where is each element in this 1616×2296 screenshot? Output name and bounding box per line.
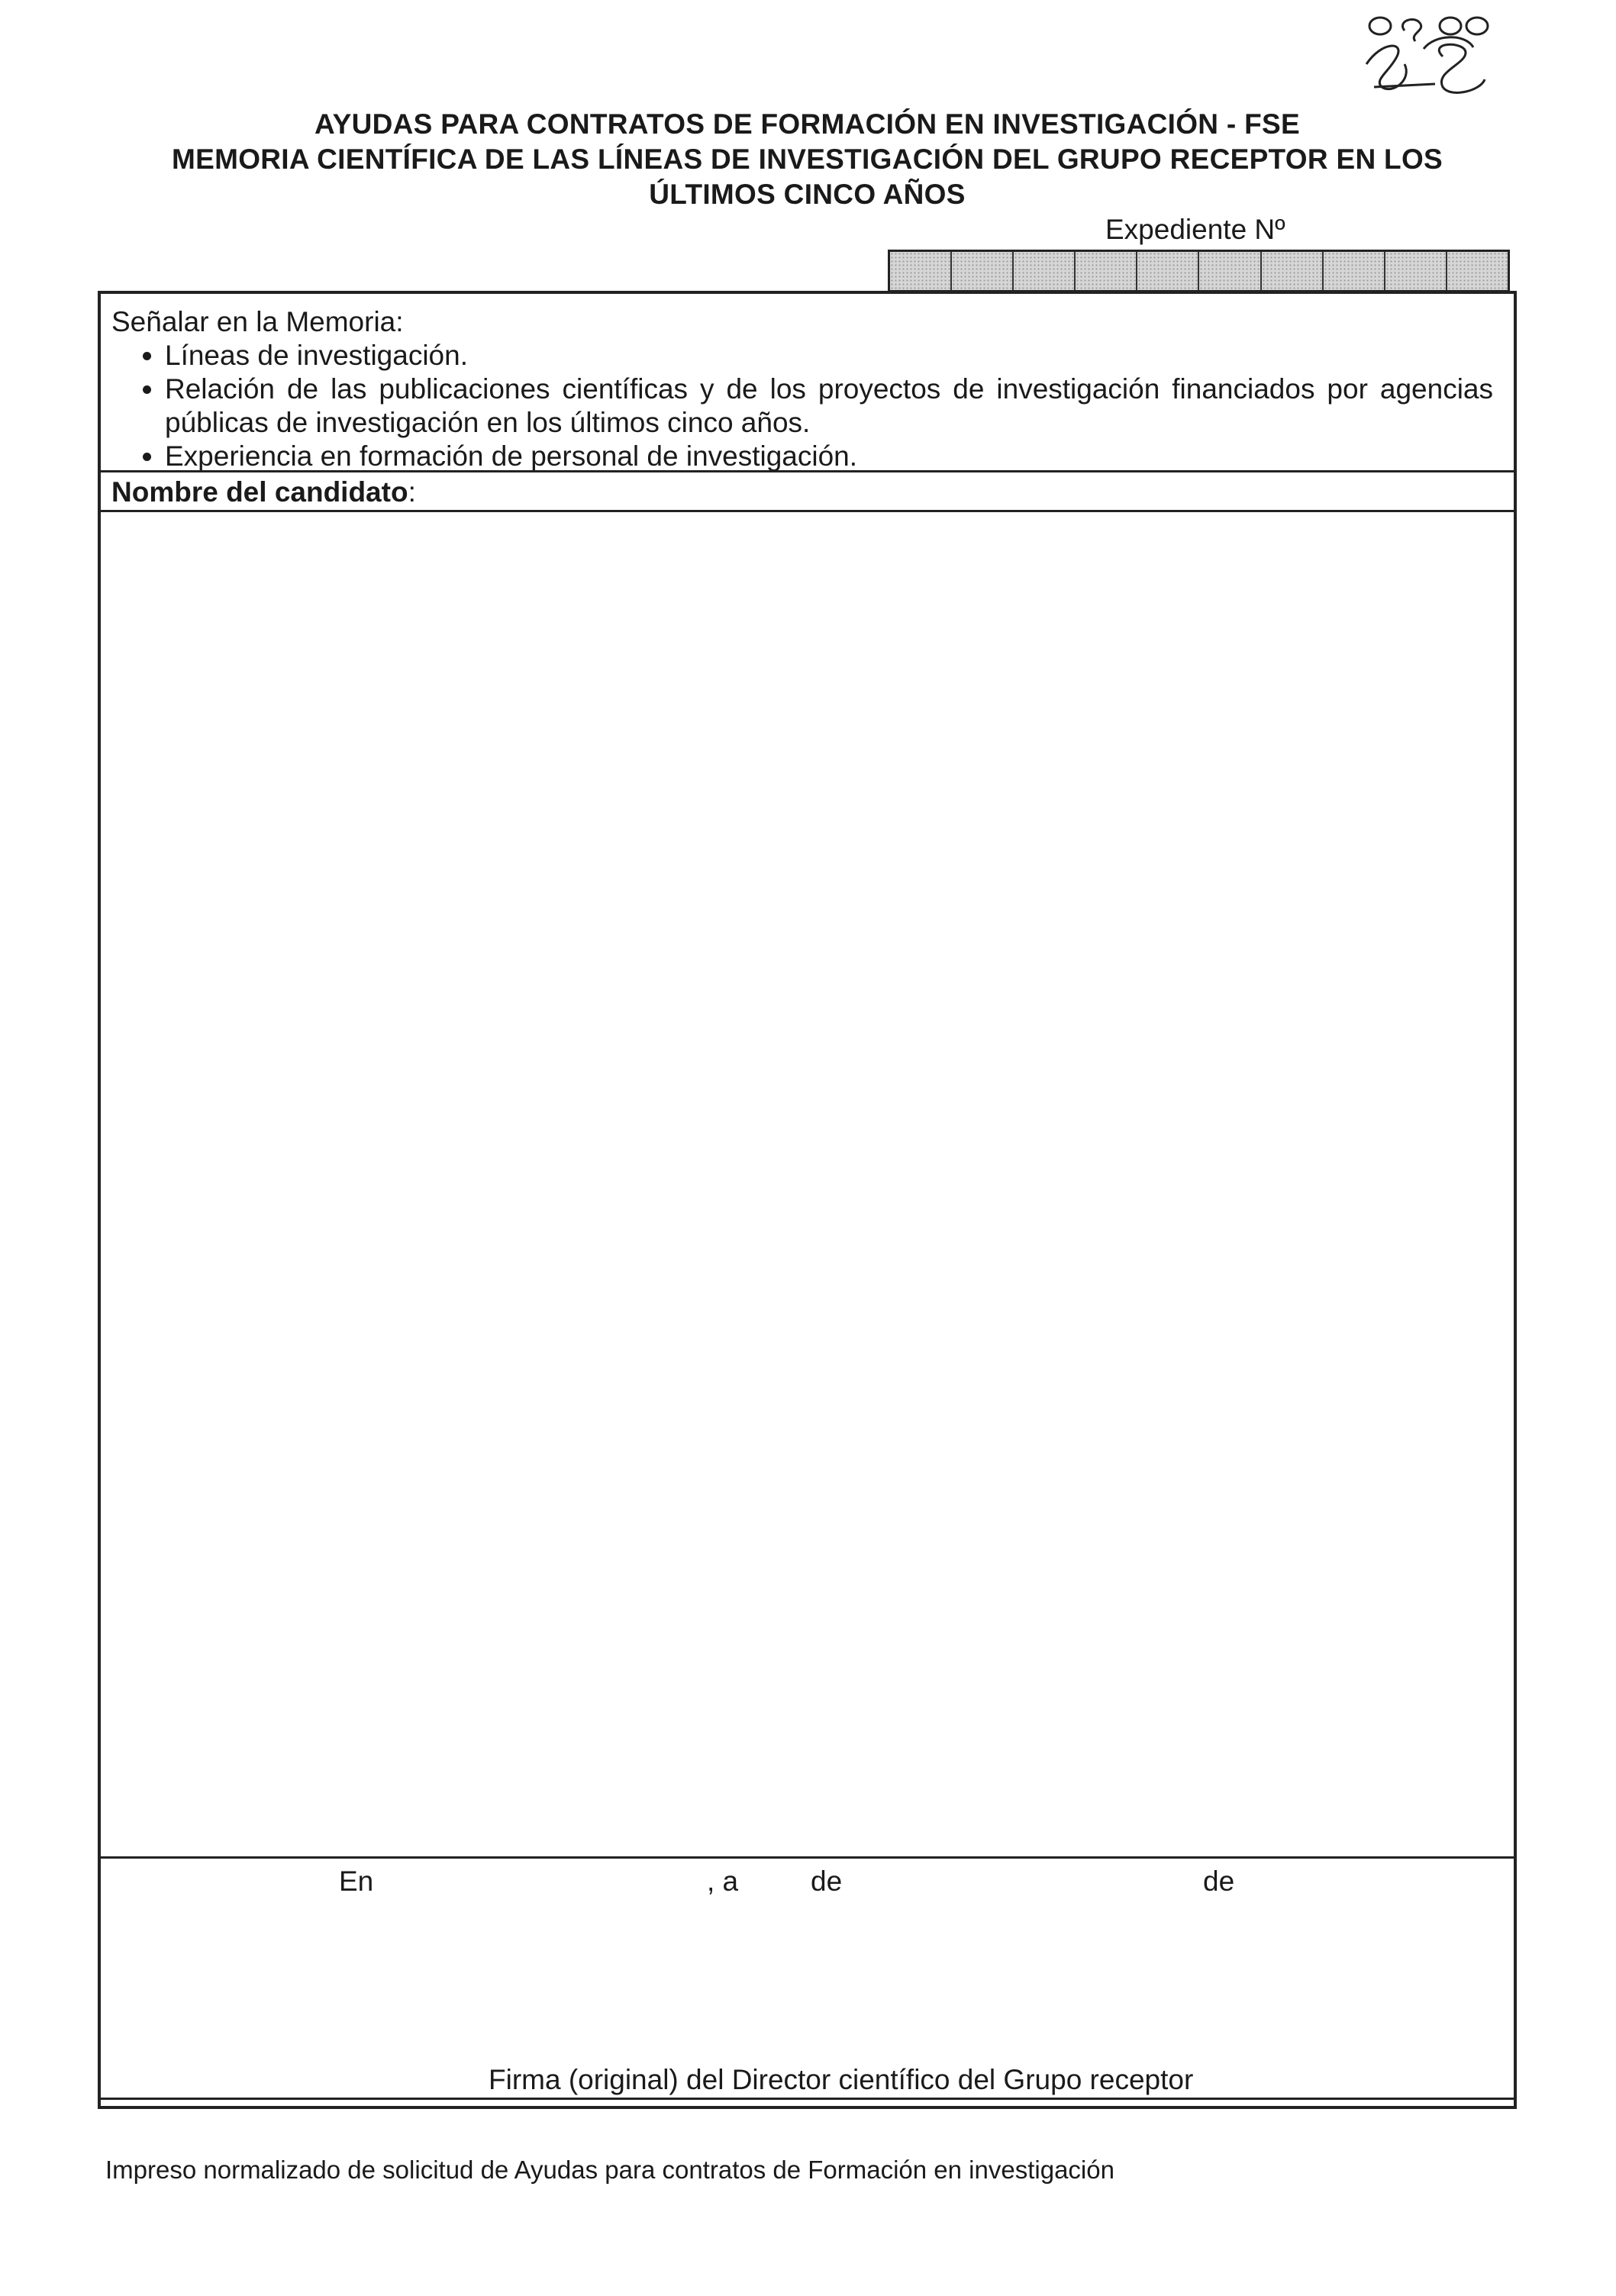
- candidate-name-label-colon: :: [408, 476, 416, 508]
- memoria-content-area[interactable]: [107, 516, 1508, 1852]
- instructions-list: [111, 339, 1493, 473]
- expediente-number-field[interactable]: [888, 250, 1510, 292]
- expediente-digit-box[interactable]: [1076, 252, 1137, 290]
- section-divider: [98, 510, 1517, 512]
- expediente-digit-box[interactable]: [1385, 252, 1447, 290]
- expediente-digit-box[interactable]: [1447, 252, 1508, 290]
- year-prefix: de: [1203, 1866, 1235, 1897]
- candidate-name-label-text: Nombre del candidato: [111, 476, 408, 508]
- expediente-digit-box[interactable]: [1199, 252, 1261, 290]
- signature-caption: Firma (original) del Director científico del Grupo receptor: [489, 2064, 1194, 2095]
- signature-rule: [98, 2098, 1517, 2100]
- candidate-name-label: [111, 476, 416, 509]
- document-title: [115, 107, 1500, 212]
- expediente-digit-box[interactable]: [1014, 252, 1076, 290]
- place-prefix: En: [339, 1866, 374, 1897]
- month-prefix: de: [811, 1866, 843, 1897]
- institution-logo-icon: [1351, 11, 1511, 102]
- instruction-item: • Líneas de investigación.: [165, 339, 1493, 372]
- expediente-digit-box[interactable]: [952, 252, 1014, 290]
- page-footer: Impreso normalizado de solicitud de Ayudas para contratos de Formación en investigación: [105, 2156, 1114, 2184]
- expediente-digit-box[interactable]: [890, 252, 952, 290]
- expediente-digit-box[interactable]: [1262, 252, 1324, 290]
- instruction-item: • Experiencia en formación de personal de investigación.: [165, 440, 1493, 473]
- expediente-digit-box[interactable]: [1137, 252, 1199, 290]
- instruction-item: • Relación de las publicaciones científicas y de los proyectos de investigación financiados por agencias públicas de investigación en los últimos cinco años.: [165, 372, 1493, 440]
- signature-area[interactable]: [107, 1908, 1508, 2053]
- section-divider: [98, 470, 1517, 472]
- title-line-1: AYUDAS PARA CONTRATOS DE FORMACIÓN EN INVESTIGACIÓN - FSE: [314, 108, 1300, 140]
- expediente-digit-box[interactable]: [1324, 252, 1385, 290]
- instructions-block: [111, 305, 1493, 473]
- title-line-3: ÚLTIMOS CINCO AÑOS: [649, 179, 966, 210]
- title-line-2: MEMORIA CIENTÍFICA DE LAS LÍNEAS DE INVESTIGACIÓN DEL GRUPO RECEPTOR EN LOS: [171, 144, 1443, 175]
- instructions-intro: Señalar en la Memoria:: [111, 306, 404, 337]
- expediente-label: Expediente Nº: [1105, 214, 1285, 245]
- section-divider: [98, 1856, 1517, 1859]
- date-separator: , a: [707, 1866, 739, 1897]
